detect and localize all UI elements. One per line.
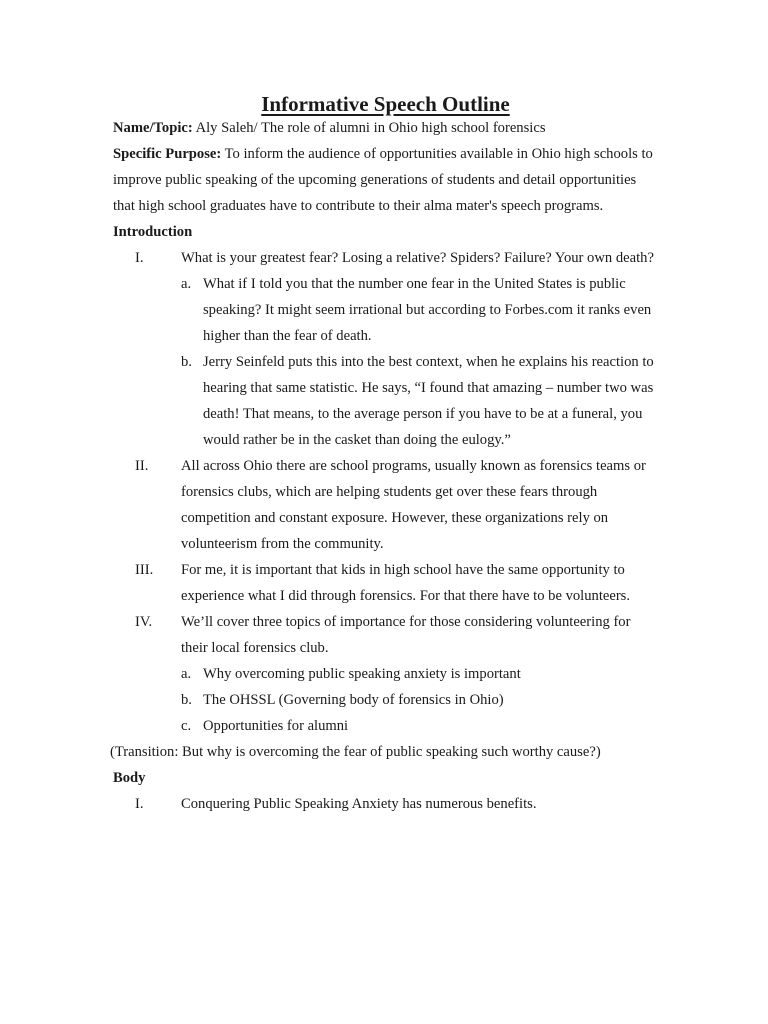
intro-item-2-text: All across Ohio there are school programs, usually known as forensics teams or forensics clubs, which are helping students get over these fears through competition and constant exposure. However, these organizations rely on volunteerism from the community.: [181, 458, 646, 552]
intro-item-1-text: What is your greatest fear? Losing a relative? Spiders? Failure? Your own death?: [181, 250, 654, 266]
body-item-1-marker: I.: [135, 796, 144, 812]
name-topic-value: Aly Saleh/ The role of alumni in Ohio high school forensics: [192, 120, 546, 136]
body-item-1-text: Conquering Public Speaking Anxiety has numerous benefits.: [181, 796, 537, 812]
intro-item-1-sub-a-marker: a.: [181, 276, 192, 292]
specific-purpose-label: Specific Purpose:: [113, 146, 222, 162]
body-heading: Body: [113, 770, 146, 786]
name-topic-label: Name/Topic:: [113, 120, 193, 136]
transition-line: (Transition: But why is overcoming the fear of public speaking such worthy cause?): [110, 744, 601, 760]
intro-item-4-sub-b: [113, 687, 658, 713]
intro-item-4-sub-a-marker: a.: [181, 666, 192, 682]
intro-item-3-marker: III.: [135, 562, 154, 578]
intro-item-4-sub-c-marker: c.: [181, 718, 192, 734]
specific-purpose-value: To inform the audience of opportunities available in Ohio high schools to improve public speaking of the upcoming generations of students and detail opportunities that high school graduates have to contribute to their alma mater's speech programs.: [113, 146, 653, 214]
intro-item-1-marker: I.: [135, 250, 144, 266]
intro-item-1: [113, 245, 658, 271]
intro-item-1-sub-b-text: Jerry Seinfeld puts this into the best context, when he explains his reaction to hearing that same statistic. He says, “I found that amazing – number two was death! That means, to the average person if you have to be at a funeral, you would rather be in the casket than doing the eulogy.”: [203, 354, 654, 448]
intro-item-1-sub-a: [113, 271, 658, 349]
intro-item-4: [113, 609, 658, 661]
intro-item-3: [113, 557, 658, 609]
intro-item-4-sub-a: [113, 661, 658, 687]
intro-item-1-sub-b-marker: b.: [181, 354, 192, 370]
intro-item-1-sub-a-text: What if I told you that the number one fear in the United States is public speaking? It might seem irrational but according to Forbes.com it ranks even higher than the fear of death.: [203, 276, 652, 344]
document-title: Informative Speech Outline: [261, 92, 510, 116]
introduction-heading: Introduction: [113, 224, 193, 240]
intro-item-2: [113, 453, 658, 557]
intro-item-2-marker: II.: [135, 458, 149, 474]
specific-purpose-paragraph: [113, 141, 658, 219]
intro-item-1-sub-b: [113, 349, 658, 453]
intro-item-3-text: For me, it is important that kids in high school have the same opportunity to experience what I did through forensics. For that there have to be volunteers.: [181, 562, 631, 604]
intro-item-4-sub-b-text: The OHSSL (Governing body of forensics in Ohio): [203, 692, 504, 708]
intro-item-4-sub-c: [113, 713, 658, 739]
intro-item-4-marker: IV.: [135, 614, 153, 630]
body-item-1: [113, 791, 658, 817]
intro-item-4-sub-b-marker: b.: [181, 692, 192, 708]
intro-item-4-sub-a-text: Why overcoming public speaking anxiety is important: [203, 666, 521, 682]
intro-item-4-sub-c-text: Opportunities for alumni: [203, 718, 349, 734]
intro-item-4-text: We’ll cover three topics of importance for those considering volunteering for their local forensics club.: [181, 614, 631, 656]
name-topic-line: [113, 115, 658, 141]
